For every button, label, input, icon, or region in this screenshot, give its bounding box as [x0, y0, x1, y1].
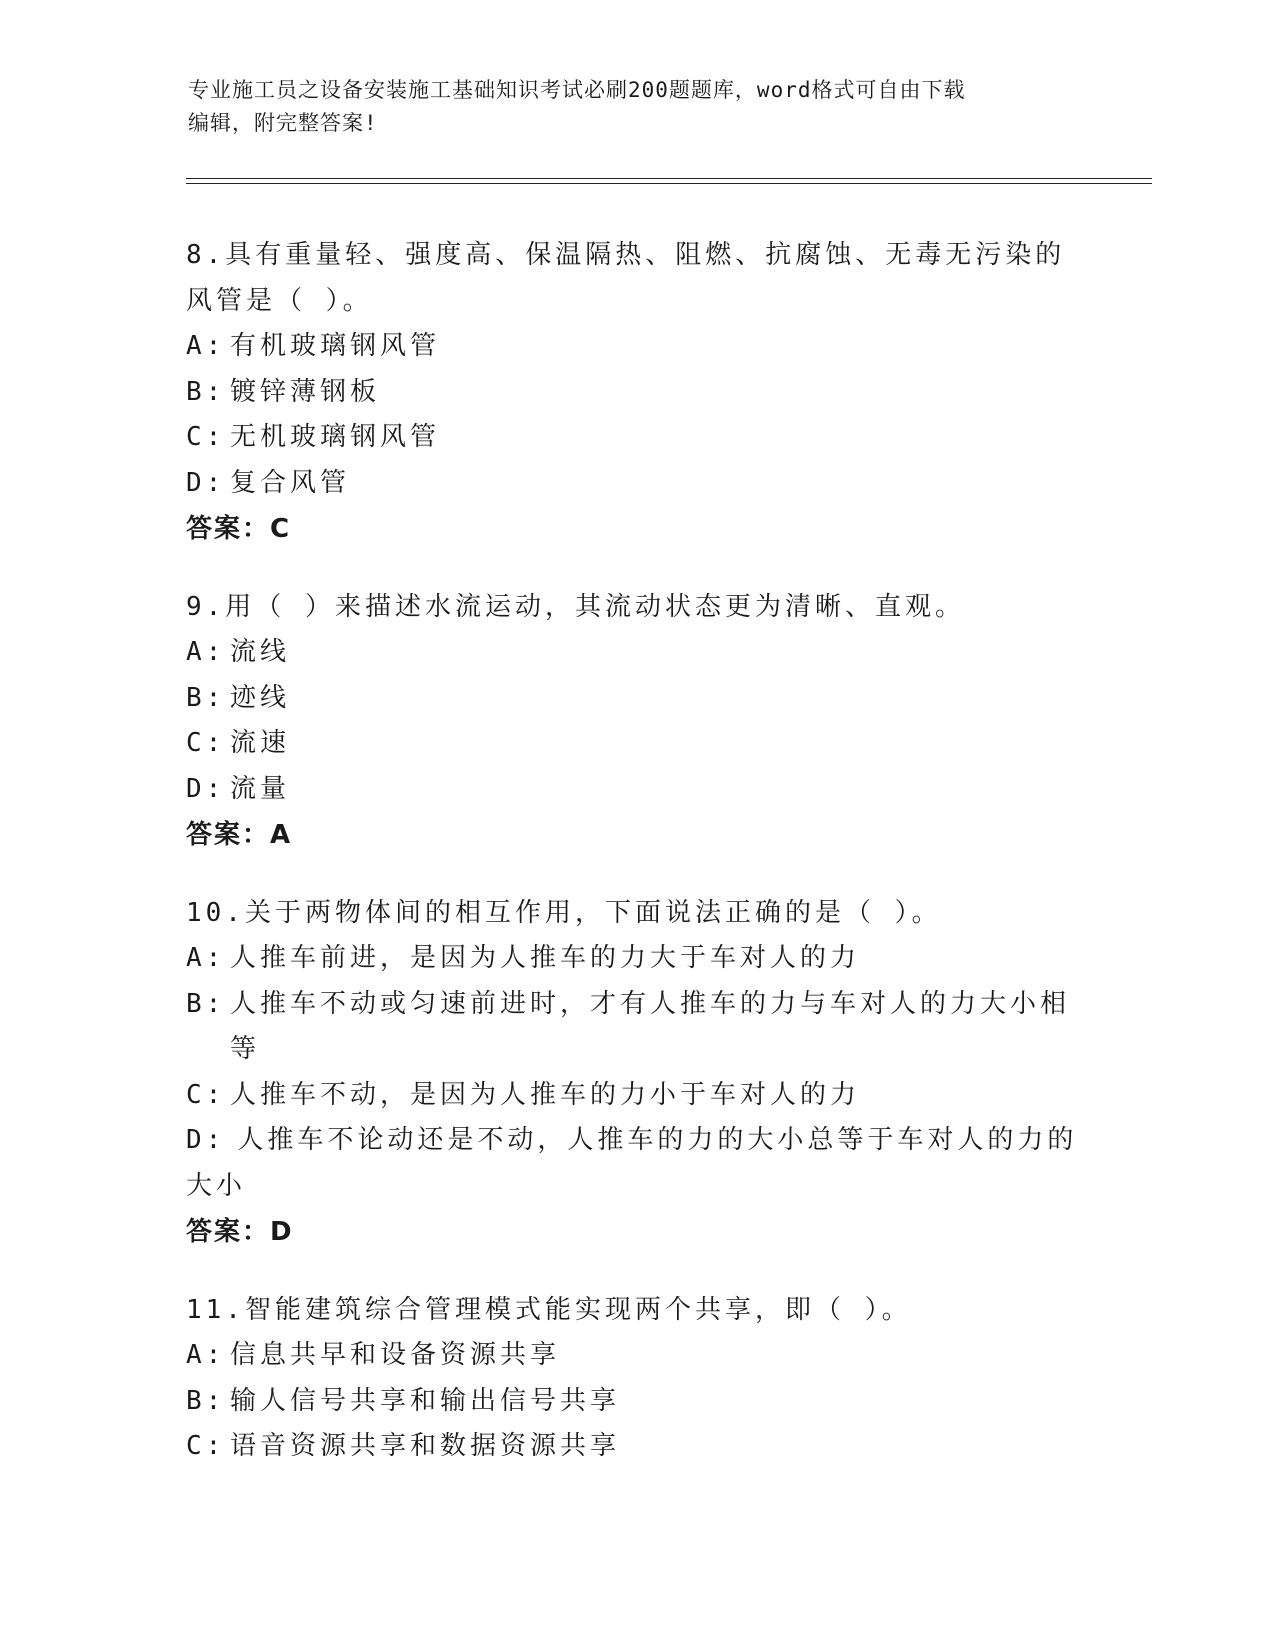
option-c	[186, 1424, 1086, 1470]
option-label: C:	[186, 1079, 226, 1110]
option-label: D:	[186, 467, 226, 498]
question-stem: 11.智能建筑综合管理模式能实现两个共享，即（ ）。	[186, 1295, 912, 1325]
option-d	[186, 767, 1086, 813]
option-text: 有机玻璃钢风管	[230, 331, 441, 361]
option-b	[186, 1379, 1086, 1425]
question-10	[186, 890, 1086, 1255]
option-text: 人推车前进，是因为人推车的力大于车对人的力	[230, 943, 861, 973]
option-d	[186, 461, 1086, 507]
option-label: A:	[186, 1340, 226, 1370]
option-text: 流速	[230, 728, 291, 758]
option-label: D:	[186, 773, 226, 804]
option-text: 无机玻璃钢风管	[230, 422, 441, 452]
option-text: 复合风管	[230, 467, 351, 498]
header-line-1: 专业施工员之设备安装施工基础知识考试必刷200题题库，word格式可自由下载	[188, 78, 966, 102]
option-text: 流线	[230, 637, 291, 667]
option-c	[186, 721, 1086, 767]
option-label: A:	[186, 637, 226, 667]
header-divider-top	[186, 178, 1152, 179]
option-c	[186, 1073, 1086, 1119]
option-text: 流量	[230, 773, 291, 804]
option-text: 人推车不动或匀速前进时，才有人推车的力与车对人的力大小相等	[230, 988, 1071, 1064]
option-text: 人推车不动，是因为人推车的力小于车对人的力	[230, 1079, 861, 1110]
question-11	[186, 1287, 1086, 1470]
question-9	[186, 584, 1086, 858]
option-a	[186, 630, 1086, 676]
option-b	[186, 982, 1086, 1073]
question-8	[186, 232, 1086, 552]
option-label: A:	[186, 331, 226, 361]
question-list	[186, 232, 1086, 1502]
question-stem: 10.关于两物体间的相互作用，下面说法正确的是（ ）。	[186, 898, 942, 928]
option-b	[186, 370, 1086, 416]
option-label: B:	[186, 376, 226, 407]
option-a	[186, 936, 1086, 982]
answer-line: 答案：C	[186, 514, 292, 544]
option-text: 迹线	[230, 682, 291, 713]
option-text: 输人信号共享和输出信号共享	[230, 1385, 621, 1416]
option-c	[186, 415, 1086, 461]
header-line-2: 编辑，附完整答案!	[188, 111, 378, 135]
option-label: A:	[186, 943, 226, 973]
question-stem: 8.具有重量轻、强度高、保温隔热、阻燃、抗腐蚀、无毒无污染的风管是（ ）。	[186, 240, 1066, 316]
option-label: C:	[186, 422, 226, 452]
option-label: B:	[186, 1385, 226, 1416]
answer-line: 答案：D	[186, 1217, 294, 1247]
answer-line: 答案：A	[186, 820, 293, 850]
option-a	[186, 324, 1086, 370]
option-b	[186, 676, 1086, 722]
option-text: 镀锌薄钢板	[230, 376, 381, 407]
option-d	[186, 1118, 1086, 1209]
option-label: C:	[186, 1431, 226, 1461]
option-text: 人推车不论动还是不动，人推车的力的大小总等于车对人的力的大小	[186, 1125, 1078, 1201]
question-stem: 9.用（ ）来描述水流运动，其流动状态更为清晰、直观。	[186, 592, 965, 622]
option-a	[186, 1333, 1086, 1379]
header-divider-bottom	[186, 183, 1152, 184]
option-label: D:	[186, 1125, 226, 1155]
option-label: B:	[186, 682, 226, 713]
option-label: B:	[186, 988, 226, 1019]
document-header	[188, 74, 1088, 140]
option-text: 信息共早和设备资源共享	[230, 1340, 561, 1370]
option-text: 语音资源共享和数据资源共享	[230, 1431, 621, 1461]
option-label: C:	[186, 728, 226, 758]
